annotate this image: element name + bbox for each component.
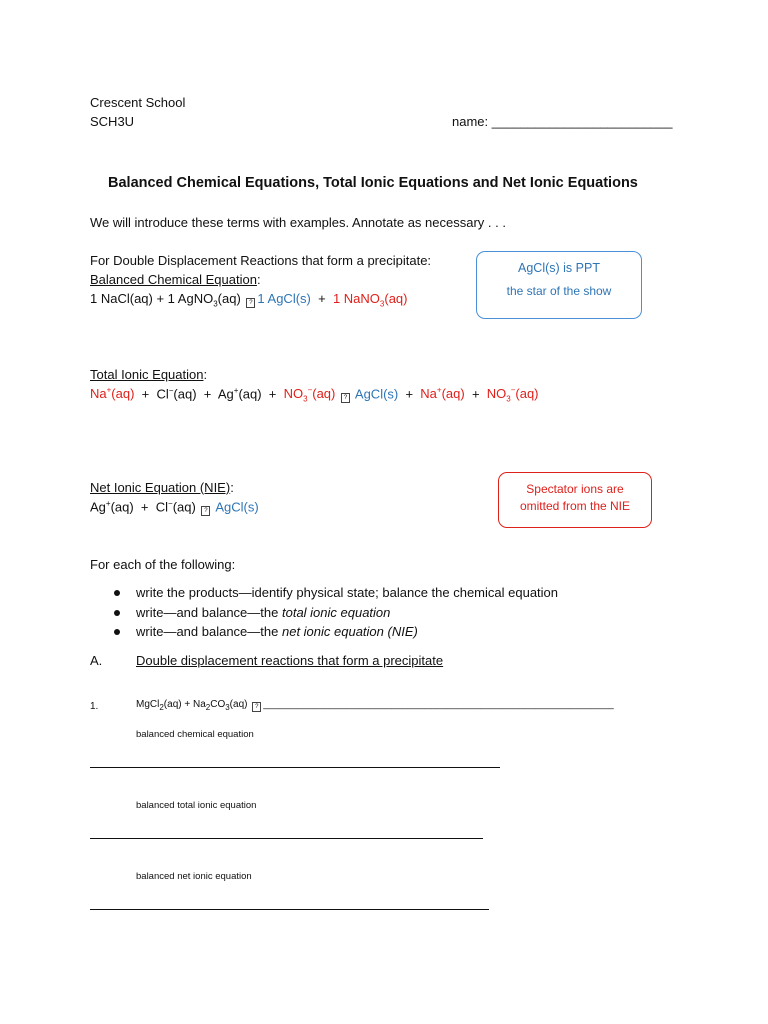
instructions-list xyxy=(90,583,558,642)
answer-line-net[interactable] xyxy=(90,909,489,910)
list-item: write the products—identify physical state; balance the chemical equation xyxy=(90,583,558,603)
list-item: write—and balance—the net ionic equation (NIE) xyxy=(90,622,558,642)
school-name: Crescent School xyxy=(90,95,186,110)
balanced-equation: 1 NaCl(aq) + 1 AgNO$_3$(aq) ? 1 AgCl(s) + 1 NaNO$_3$(aq) xyxy=(90,291,408,309)
balanced-eq-label: Balanced Chemical Equation: xyxy=(90,272,261,287)
answer-line-total[interactable] xyxy=(90,838,483,839)
ppt-callout xyxy=(476,251,642,319)
name-field: name: _________________________ xyxy=(452,114,673,129)
net-ionic-label: Net Ionic Equation (NIE): xyxy=(90,480,234,495)
label-total-ionic: balanced total ionic equation xyxy=(136,800,257,811)
bullet-icon xyxy=(114,590,120,596)
instructions-lead: For each of the following: xyxy=(90,557,236,572)
label-balanced-equation: balanced chemical equation xyxy=(136,729,254,740)
label-net-ionic: balanced net ionic equation xyxy=(136,871,252,882)
total-ionic-label: Total Ionic Equation: xyxy=(90,367,208,382)
total-ionic-equation: $Na^+(aq) + Cl^-(aq) + Ag^+(aq) + NO_3^-(aq)$ ? AgCl(s) + $Na^+(aq) + NO_3^-(aq)$ xyxy=(90,386,539,404)
spectator-callout-line2: omitted from the NIE xyxy=(519,499,631,513)
section-heading: Double displacement reactions that form a precipitate xyxy=(136,653,444,668)
ppt-callout-line1: AgCl(s) is PPT xyxy=(518,261,600,275)
question-equation: MgCl$_2$(aq) + $Na_2CO_3(aq)$ ? _______________________________________________________________ xyxy=(136,699,614,712)
question-number: 1. xyxy=(90,701,99,712)
spectator-callout-line1: Spectator ions are xyxy=(526,482,624,496)
answer-line-balanced[interactable] xyxy=(90,767,500,768)
arrow-icon: ? xyxy=(246,298,255,308)
net-ionic-equation: Ag+(aq) + Cl−(aq) ? AgCl(s) xyxy=(90,499,259,515)
page-title: Balanced Chemical Equations, Total Ionic Equations and Net Ionic Equations xyxy=(108,175,638,191)
intro-text: We will introduce these terms with examples. Annotate as necessary . . . xyxy=(90,215,506,230)
arrow-icon: ? xyxy=(341,393,350,403)
arrow-icon: ? xyxy=(201,506,210,516)
answer-blank[interactable]: _______________________________________________________________ xyxy=(263,699,614,710)
dd-heading: For Double Displacement Reactions that form a precipitate: xyxy=(90,253,432,268)
section-letter: A. xyxy=(90,653,103,668)
arrow-icon: ? xyxy=(252,702,261,712)
bullet-icon xyxy=(114,629,120,635)
course-code: SCH3U xyxy=(90,114,135,129)
ppt-callout-line2: the star of the show xyxy=(506,284,612,298)
spectator-callout xyxy=(498,472,652,528)
list-item: write—and balance—the total ionic equation xyxy=(90,603,558,623)
bullet-icon xyxy=(114,610,120,616)
